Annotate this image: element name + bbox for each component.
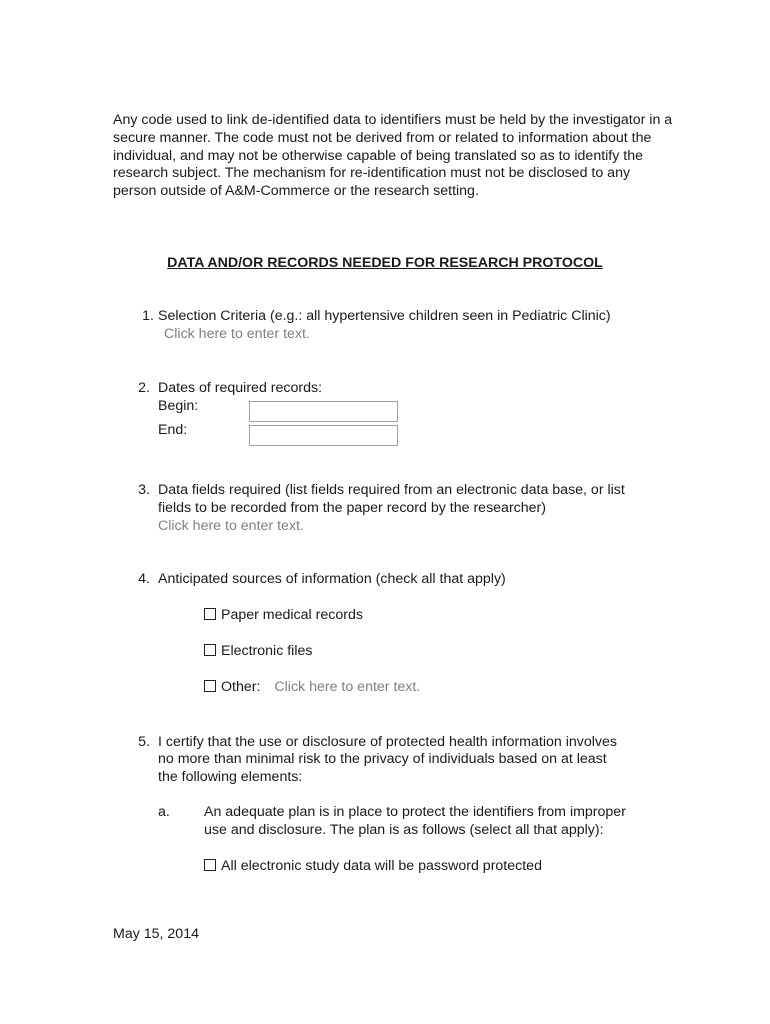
option-other-label: Other: <box>221 679 261 695</box>
option-password-protected[interactable] <box>204 858 542 874</box>
selection-criteria-field[interactable]: Click here to enter text. <box>164 326 310 342</box>
begin-label: Begin: <box>158 398 199 414</box>
checkbox-password-protected[interactable] <box>204 859 216 871</box>
section-heading: DATA AND/OR RECORDS NEEDED FOR RESEARCH PROTOCOL <box>167 255 603 271</box>
item-3-label-line1: Data fields required (list fields required from an electronic data base, or list <box>158 482 625 498</box>
checkbox-electronic-files[interactable] <box>204 644 216 656</box>
item-1-number: 1. <box>142 308 154 324</box>
option-electronic-files[interactable] <box>204 643 312 659</box>
item-4-number: 4. <box>138 571 150 587</box>
item-4-label: Anticipated sources of information (check all that apply) <box>158 571 506 587</box>
checkbox-other[interactable] <box>204 680 216 692</box>
end-date-input[interactable] <box>249 425 398 446</box>
item-1-label: Selection Criteria (e.g.: all hypertensive children seen in Pediatric Clinic) <box>158 308 611 324</box>
sub-item-a-line1: An adequate plan is in place to protect the identifiers from improper <box>204 804 626 820</box>
item-2-label: Dates of required records: <box>158 380 323 396</box>
option-password-protected-label: All electronic study data will be password protected <box>221 858 542 874</box>
intro-paragraph: Any code used to link de-identified data to identifiers must be held by the investigator in a secure manner. The code must not be derived from or related to information about the individual, and may not be otherwise capable of being translated so as to identify the research subject. The mechanism for re-identification must not be disclosed to any person outside of A&M-Commerce or the research setting. <box>113 112 673 200</box>
option-paper-records[interactable] <box>204 607 363 623</box>
data-fields-field[interactable]: Click here to enter text. <box>158 518 304 534</box>
checkbox-paper-records[interactable] <box>204 608 216 620</box>
footer-date: May 15, 2014 <box>113 926 199 942</box>
option-electronic-files-label: Electronic files <box>221 643 313 659</box>
begin-date-input[interactable] <box>249 401 398 422</box>
sub-item-a-letter: a. <box>158 804 170 820</box>
sub-item-a-line2: use and disclosure. The plan is as follows (select all that apply): <box>204 822 604 838</box>
option-paper-records-label: Paper medical records <box>221 607 363 623</box>
item-3-number: 3. <box>138 482 150 498</box>
item-2-number: 2. <box>138 380 150 396</box>
other-text-field[interactable]: Click here to enter text. <box>274 679 421 695</box>
option-other[interactable] <box>204 679 420 695</box>
end-label: End: <box>158 422 188 438</box>
item-3-label-line2: fields to be recorded from the paper record by the researcher) <box>158 500 546 516</box>
item-5-label-line2: no more than minimal risk to the privacy of individuals based on at least <box>158 751 607 767</box>
item-5-label-line1: I certify that the use or disclosure of protected health information involves <box>158 734 617 750</box>
item-5-number: 5. <box>138 734 150 750</box>
item-5-label-line3: the following elements: <box>158 769 303 785</box>
